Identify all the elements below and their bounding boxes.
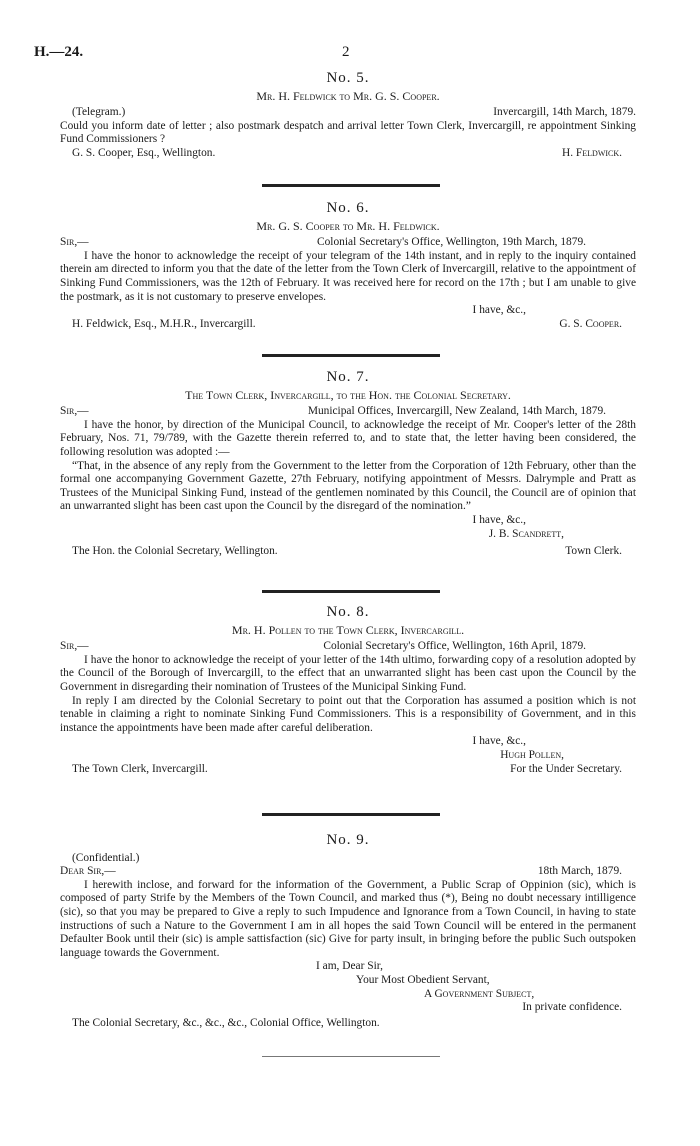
- letter-body: I have the honor, by direction of the Municipal Council, to acknowledge the receipt of Mr. Cooper's letter of the 28th February, Nos. 71, 79/789, with the Gazette therein referred to, and to state that, the letter having been considered, the following resolution was adopted :—: [60, 418, 636, 458]
- letter-number: No. 7.: [326, 369, 370, 385]
- letter-salutation: Sir,—: [60, 405, 89, 418]
- letter-signature: G. S. Cooper.: [559, 317, 622, 330]
- letter-signature: H. Feldwick.: [562, 146, 622, 159]
- letter-signature-title: Town Clerk.: [565, 545, 622, 558]
- letter-quote: “That, in the absence of any reply from the Government to the letter from the Corporation of 12th February, other than the formal one accompanying Government Gazette, 27th February, notifying appointment of Messrs. Dalrymple and Pratt as Trustees of the Municipal Sinking Fund, instead of the gentlemen nominated by this Council, the Council are of opinion that an unwarranted slight has been cast upon the Council by the disregard of the nomination.”: [60, 459, 636, 513]
- letter-closing-2: Your Most Obedient Servant,: [356, 973, 490, 986]
- letter-meta-row: [60, 106, 636, 120]
- document-reference: H.—24.: [34, 44, 84, 60]
- letter-no-5: [60, 72, 636, 161]
- letter-meta-row: [60, 640, 636, 654]
- letter-number: No. 6.: [326, 200, 370, 216]
- letter-note: (Confidential.): [72, 851, 140, 864]
- letter-heading: Mr. H. Feldwick to Mr. G. S. Cooper.: [256, 88, 440, 103]
- closing-rule: [262, 1056, 440, 1057]
- letter-place-date: Colonial Secretary's Office, Wellington, 19th March, 1879.: [317, 236, 586, 249]
- letter-meta-row: [60, 405, 636, 419]
- letter-number: No. 9.: [326, 832, 370, 848]
- section-divider: [262, 184, 440, 187]
- letter-number: No. 8.: [326, 604, 370, 620]
- letter-heading: Mr. G. S. Cooper to Mr. H. Feldwick.: [256, 218, 440, 233]
- letter-no-8: [60, 606, 636, 776]
- letter-note: (Telegram.): [72, 106, 126, 119]
- letter-closing: I am, Dear Sir,: [316, 960, 383, 973]
- letter-body: I herewith inclose, and forward for the information of the Government, a Public Scrap of Oppinion (sic), which is composed of party Strife by the Members of the Town Council, and marked thus (*), Being no doubt necessary intilligence (sic), so that you may be prepared to Give a reply to such Impudence and Ignorance from a Town Council, in having to state instructions of such a Nature to the Government I am in all hopes the said Town Council will be entered in the permanent Defaulter Book until their (sic) is ample sattisfaction (sic) Give for party insult, in bringing before the public Such outspoken language towards the Government.: [60, 878, 636, 959]
- letter-no-7: [60, 371, 636, 559]
- letter-body: Could you inform date of letter ; also postmark despatch and arrival letter Town Clerk, Invercargill, re appointment Sinking Fund Commissioners ?: [60, 119, 636, 146]
- letter-no-6: [60, 202, 636, 331]
- section-divider: [262, 590, 440, 593]
- letter-footer-row: [60, 763, 636, 777]
- letter-salutation: Dear Sir,—: [60, 865, 116, 878]
- letter-meta-row: [60, 236, 636, 250]
- letter-signature-title: For the Under Secretary.: [510, 762, 622, 775]
- letter-place-date: Colonial Secretary's Office, Wellington, 16th April, 1879.: [323, 640, 586, 653]
- letter-addressee: H. Feldwick, Esq., M.H.R., Invercargill.: [72, 317, 256, 330]
- letter-heading: Mr. H. Pollen to the Town Clerk, Invercargill.: [231, 622, 465, 637]
- letter-body: I have the honor to acknowledge the receipt of your letter of the 14th ultimo, forwarding copy of a resolution adopted by the Council of the Borough of Invercargill, to the effect that an unwarranted slight has been cast upon the Council by the Government in disregarding their nomination of Trustees of the Municipal Sinking Fund.: [60, 653, 636, 693]
- letter-addressee: The Town Clerk, Invercargill.: [72, 762, 208, 775]
- letter-signature-title: In private confidence.: [522, 1001, 622, 1014]
- letter-footer-row: [60, 147, 636, 161]
- letter-body: I have the honor to acknowledge the receipt of your telegram of the 14th instant, and in reply to the inquiry contained therein am directed to inform you that the date of the letter from the Town Clerk of Invercargill, relative to the appointment of Sinking Fund Commissioners, was the 12th of February. It was received here for record on the 17th ; but I am unable to give the postmark, as it is not customary to preserve envelopes.: [60, 249, 636, 303]
- page-number: 2: [342, 44, 350, 60]
- letter-body-continued: In reply I am directed by the Colonial Secretary to point out that the Corporation has assumed a position which is not tenable in claiming a right to nominate Sinking Fund Commissioners. This is a responsibility of Government, and in this instance the appointments have been made after careful deliberation.: [60, 694, 636, 734]
- letter-closing: I have, &c.,: [472, 513, 526, 526]
- letter-heading: The Town Clerk, Invercargill, to the Hon. the Colonial Secretary.: [185, 387, 511, 402]
- letter-footer-row: [60, 545, 636, 559]
- letter-signature: J. B. Scandrett,: [488, 527, 564, 540]
- letter-no-9: [60, 834, 636, 1030]
- letter-addressee: The Hon. the Colonial Secretary, Wellington.: [72, 545, 278, 558]
- letter-addressee: The Colonial Secretary, &c., &c., &c., Colonial Office, Wellington.: [72, 1016, 380, 1029]
- letter-salutation: Sir,—: [60, 640, 89, 653]
- letter-number: No. 5.: [326, 70, 370, 86]
- letter-signature: A Government Subject,: [424, 987, 535, 1000]
- letter-addressee: G. S. Cooper, Esq., Wellington.: [72, 146, 216, 159]
- section-divider: [262, 354, 440, 357]
- letter-salutation: Sir,—: [60, 236, 89, 249]
- letter-place-date: Municipal Offices, Invercargill, New Zealand, 14th March, 1879.: [307, 405, 606, 418]
- letter-footer-row: [60, 318, 636, 332]
- letter-date: 18th March, 1879.: [537, 865, 622, 878]
- letter-meta-row: [60, 865, 636, 879]
- section-divider: [262, 813, 440, 816]
- letter-place-date: Invercargill, 14th March, 1879.: [493, 106, 636, 119]
- letter-closing: I have, &c.,: [472, 735, 526, 748]
- letter-closing: I have, &c.,: [472, 304, 526, 317]
- letter-signature: Hugh Pollen,: [500, 748, 564, 761]
